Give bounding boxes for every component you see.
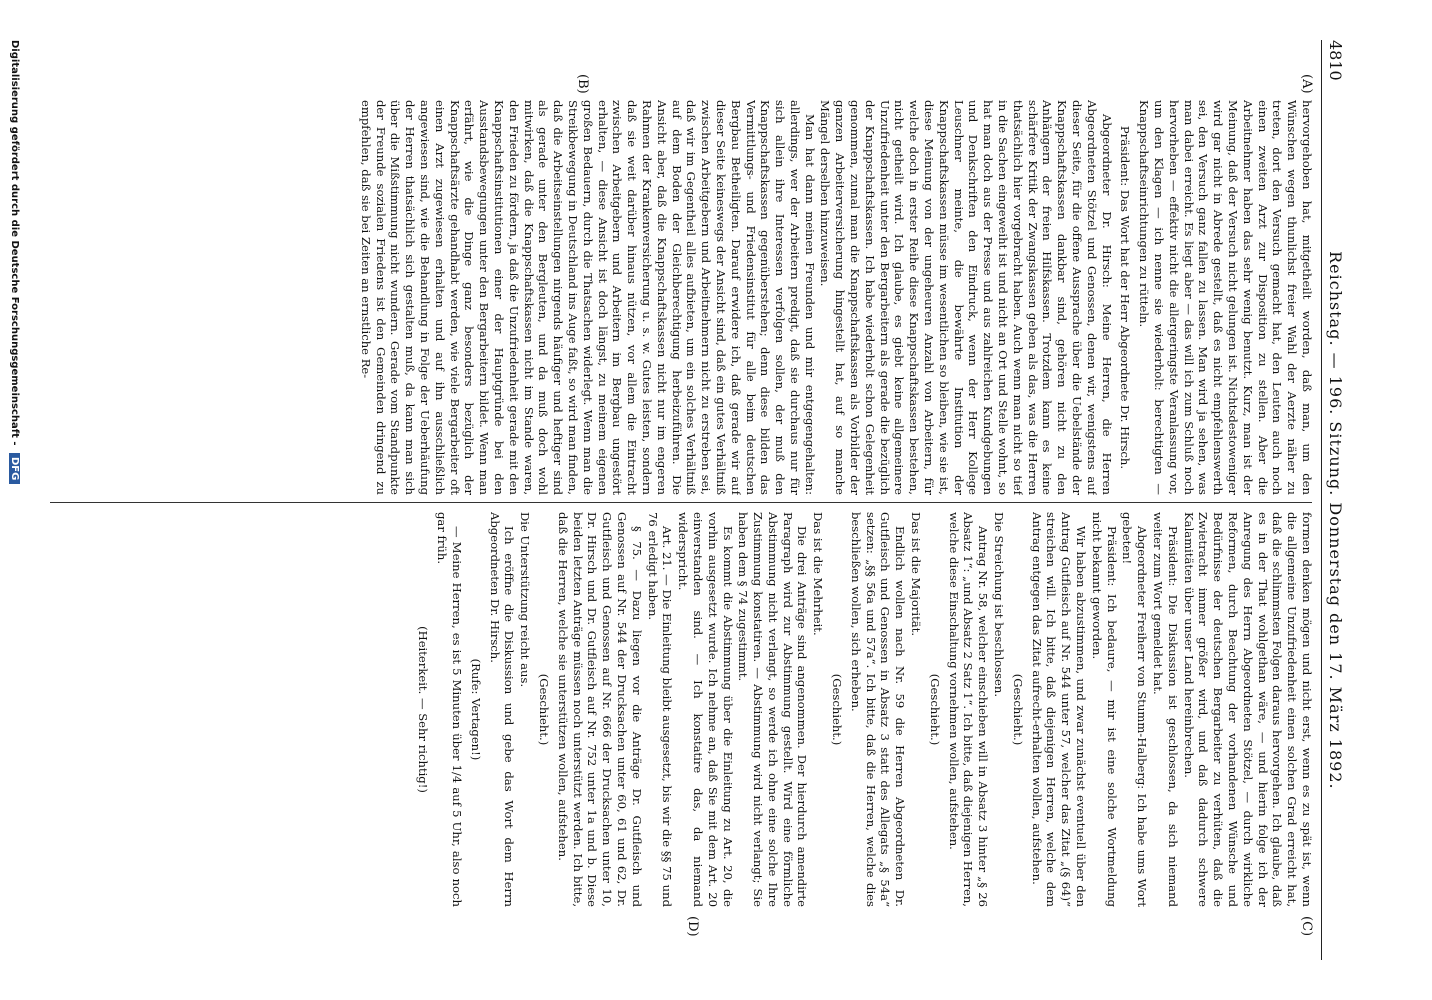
paragraph: Wir haben abzustimmen, und zwar zunächst eventuell über den Antrag Gutfleisch auf Nr. 544 unter 57, welcher das Zitat „(§ 64)“ streichen will. Ich bitte, daß diejenigen Herren, welche dem Antrag entgegen das Zitat aufrecht-erhalten wollen, aufstehen. — [1029, 512, 1089, 907]
footer-text: Digitalisierung gefördert durch die Deutsche Forschungsgemeinschaft - — [9, 40, 20, 446]
paragraph: Endlich wollen nach Nr. 59 die Herren Abgeordneten Dr. Gutfleisch und Genossen in Absatz 3 statt des Allegats „§ 54a“ setzen: „§§ 56a und 57a“. Ich bitte, daß die Herren, welche dies beschließen wollen, sich erheben. — [848, 512, 908, 907]
paragraph: Präsident: Die Diskussion ist geschlossen, da sich niemand weiter zum Wort gemeldet hat. — [1151, 512, 1180, 907]
margin-marker-c: (C) — [1299, 916, 1314, 937]
paragraph: Es kommt die Abstimmung über die Einleitung zu Art. 20, die vorhin ausgesetzt wurde. Ich nehme an, daß Sie mit dem Art. 20 einverstanden sind. — Ich konstatire das, da niemand widerspricht. — [676, 512, 735, 907]
paragraph: Art. 21. — Die Einleitung bleibt ausgesetzt, bis wir die §§ 75 und 76 erledigt haben. — [645, 512, 675, 907]
paragraph: — Meine Herren, es ist 5 Minuten über 1/4 auf 5 Uhr, also noch gar früh. — [435, 512, 464, 907]
paragraph: Abgeordneter Dr. Hirsch: Meine Herren, die Herren Abgeordneten Stötzel und Genossen, denen wir, wenigstens auf dieser Seite, für die offene Aussprache über die Uebelstände der Knappschaftskassen dankbar sind, gehören nicht zu den Anhängern der freien Hilfskassen. Trotzdem kann es keine schärfere Kritik der Zwangskassen geben als das, was die Herren thatsächlich hier vorgebracht haben. Auch wenn man nicht so tief in die Sachen eingeweiht ist und nicht an Ort und Stelle wohnt, so hat man doch aus der Presse und aus zahlreichen Kundgebungen und Denkschriften den Eindruck, wenn der Herr Kollege Leuschner meinte, die bewährte Institution der Knappschaftskassen müsse im wesentlichen so bleiben, wie sie ist, diese Meinung von der ungeheuren Anzahl von Arbeitern, für welche doch in erster Reihe diese Knappschaftskassen bestehen, nicht getheilt wird. Ich glaube, es giebt keine allgemeinere Unzufriedenheit unter den Bergarbeitern als gerade die bezüglich der Knappschaftskassen. Ich habe wiederholt schon Gelegenheit genommen, zumal man die Knappschaftskassen als Vorbilder der ganzen Arbeiterversicherung hingestellt hat, auf so manche Mängel derselben hinzuweisen. — [818, 100, 1114, 495]
right-column — [40, 512, 1314, 907]
margin-marker-a: (A) — [1299, 74, 1314, 94]
stage-direction: (Geschieht.) — [1010, 673, 1025, 746]
paragraph: Man hat dann meinen Freunden und mir entgegengehalten: allerdings, wer der Arbeitern predigt, daß sie durchaus nur für sich allein ihre Interessen verfolgen sollen, der muß den Knappschaftskassen gegenüberstehen; denn diese bilden das Vermittlungs- und Friedensinstitut für alle beim deutschen Bergbau Betheiligten. Darauf erwidere ich, daß gerade wir auf dieser Seite keineswegs der Ansicht sind, daß ein gutes Verhältniß zwischen Arbeitgebern und Arbeitnehmern nicht zu erstreben sei, daß wir im Gegentheil alles aufbieten, um ein solches Verhältniß auf dem Boden der Gleichberechtigung herbeizuführen. Die Ansicht aber, daß die Knappschaftskassen nicht nur im engeren Rahmen der Krankenversicherung u. s. w. Gutes leisten, sondern daß sie weit darüber hinaus nützen, vor allem die Eintracht zwischen Arbeitgebern und Arbeitern im Bergbau ungestört erhalten, — diese Ansicht ist doch längst, zu meinem eigenen großen Bedauern, durch die Thatsachen widerlegt. Wenn man die Streikbewegung in Deutschland ins Auge faßt, so wird man finden, daß die Arbeitseinstellungen nirgends häufiger und heftiger sind als gerade unter den Bergleuten, und da muß doch wohl mitwirken, daß die Knappschaftskassen nicht im Stande waren, den Frieden zu fördern, ja daß die Unzufriedenheit gerade mit den Knappschaftsinstitutionen einer der Hauptgründe bei den Ausstandsbewegungen unter den Bergarbeitern bildet. Wenn man erfährt, wie die Dinge ganz besonders bezüglich der Knappschaftsärzte gehandhabt werden, wie viele Bergarbeiter oft einen Arzt zugewiesen erhalten und auf ihn ausschließlich angewiesen sind, wie die Behandlung in Folge der Ueberhäufung der Herren thatsächlich sich gestalten muß, da kann man sich über die Mißstimmung nicht wundern. Gerade vom Standpunkte der Freunde sozialen Friedens ist den Gemeinden dringend zu empfehlen, daß sie bei Zeiten an ernstliche Re- — [358, 100, 817, 495]
margin-marker-d: (D) — [685, 916, 700, 937]
paragraph: Das ist die Majorität. — [909, 512, 924, 637]
dfg-logo: DFG — [9, 453, 20, 484]
digitization-footer — [9, 40, 20, 960]
paragraph: Abgeordneter Freiherr von Stumm-Halberg: Ich habe ums Wort gebeten! — [1120, 512, 1150, 907]
paragraph: Die Unterstützung reicht aus. — [518, 512, 533, 688]
speaker-line: Präsident: Das Wort hat der Herr Abgeordnete Dr. Hirsch. — [1118, 125, 1133, 470]
stage-direction: (Heiterkeit. — Sehr richtig!) — [416, 626, 431, 793]
paragraph: Antrag Nr. 58, welcher einschieben will in Absatz 3 hinter „§ 26 Absatz 1“: „und Absatz 2 Satz 1“. Ich bitte, daß diejenigen Herren, welche diese Einschaltung vornehmen wollen, aufstehen. — [946, 512, 991, 907]
paragraph: Ich eröffne die Diskussion und gebe das Wort dem Herrn Abgeordneten Dr. Hirsch. — [487, 512, 517, 907]
page-number: 4810 — [1326, 40, 1345, 81]
stage-direction: (Rufe: Vertagen!) — [468, 658, 483, 761]
stage-direction: (Geschieht.) — [536, 673, 551, 746]
paragraph: Die drei Anträge sind angenommen. Der hierdurch amendirte Paragraph wird zur Abstimmung gestellt. Wird eine förmliche Abstimmung nicht verlangt, so werde ich ohne eine solche Ihre Zustimmung konstatiren. — Abstimmung wird nicht verlangt; Sie haben dem § 74 zugestimmt. — [736, 512, 810, 907]
stage-direction: (Geschieht.) — [830, 673, 845, 746]
paragraph: hervorgehoben hat, mitgetheilt worden, daß man, um den Wünschen wegen thunlichst freier Wahl der Aerzte näher zu treten, dort den Versuch gemacht hat, den Leuten auch noch einen zweiten Arzt zur Disposition zu stellen. Aber die Arbeitnehmer haben das sehr wenig benutzt. Kurz, man ist der Meinung, daß der Versuch nicht gelungen ist. Nichtsdestoweniger wird gar nicht in Abrede gestellt, daß es nicht empfehlenswerth sei, den Versuch ganz fallen zu lassen. Man wird ja sehen, was man dabei erreicht. Es liegt aber — das will ich zum Schluß noch hervorheben — effektiv nicht die allergeringste Veranlassung vor, um den Klagen — ich nenne sie wiederholt: berechtigten — Knappschaftseinrichtungen zu rütteln. — [1137, 100, 1314, 495]
margin-marker-b: (B) — [575, 74, 590, 94]
running-header — [1326, 40, 1348, 960]
column-divider — [50, 502, 1312, 503]
paragraph: Die Streichung ist beschlossen. — [992, 512, 1007, 698]
paragraph: § 75. — Dazu liegen vor die Anträge Dr. Gutfleisch und Genossen auf Nr. 544 der Drucksachen unter 60, 61 und 62, Dr. Gutfleisch und Genossen auf Nr. 666 der Drucksachen unter 10, Dr. Hirsch und Dr. Gutfleisch auf Nr. 752 unter 1a und b. Diese beiden letzten Anträge müssen noch unterstützt werden. Ich bitte, daß die Herren, welche sie unterstützen wollen, aufstehen. — [555, 512, 644, 907]
stage-direction: (Geschieht.) — [927, 673, 942, 746]
paragraph: Präsident: Ich bedaure, — mir ist eine solche Wortmeldung nicht bekannt geworden. — [1089, 512, 1119, 907]
header-rule — [1321, 40, 1322, 960]
left-column — [40, 100, 1314, 495]
header-title: Reichstag. — 196. Sitzung. Donnerstag den 17. März 1892. — [1326, 251, 1345, 790]
paragraph: formen denken mögen und nicht erst, wenn es zu spät ist, wenn die allgemeine Unzufriedenheit einen solchen Grad erreicht hat, daß die schlimmsten Folgen daraus hervorgehen. Ich glaube, daß es in der That wohlgethan wäre, — und hierin folge ich der Anregung des Herrn Abgeordneten Stötzel, — durch wirkliche Reformen, durch Beachtung der vorhandenen Wünsche und Bedürfnisse der deutschen Bergarbeiter zu verhüten, daß die Zwietracht immer größer wird, und daß dadurch schwere Kalamitäten über unser Land hereinbrechen. — [1181, 512, 1314, 907]
paragraph: Das ist die Mehrheit. — [811, 512, 826, 636]
